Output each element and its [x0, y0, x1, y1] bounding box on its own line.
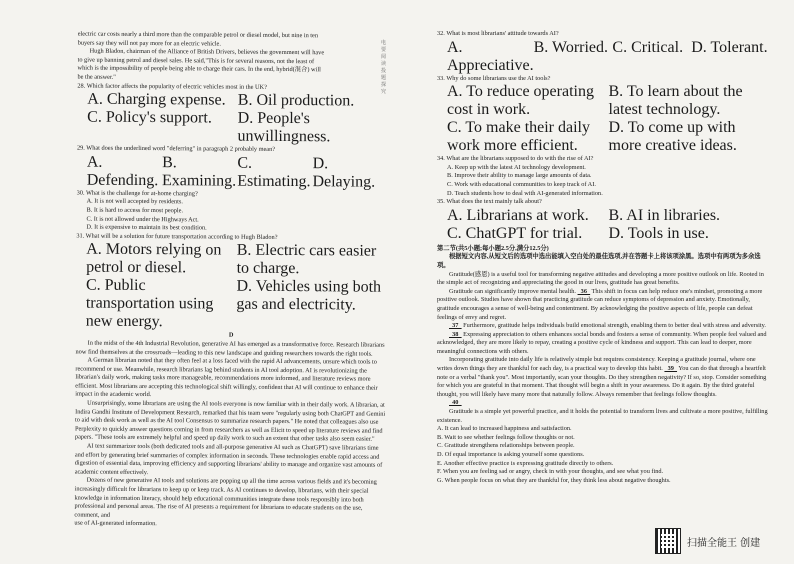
option-line: C. Gratitude strengthens relationships between people. — [437, 442, 575, 450]
passage-paragraph — [437, 356, 770, 399]
answer-option: A. To reduce operating cost in work. — [447, 83, 594, 119]
passage-paragraph — [437, 322, 770, 331]
gutter-char: 读 — [381, 62, 387, 67]
answer-option: A. Motors relying on petrol or diesel. — [86, 240, 222, 277]
passage-paragraph: Unsurprisingly, some librarians are using the AI tools everyone is now familiar with in their daily work. A librarian, at Indira Gandhi Institute of Development Research, remarked that his team were "regularly using both ChatGPT and Gemini to aid with desk work as well as the AI tool Consensus to summarize research papers." He noted that colleagues also use Perplexity to quickly answer questions coming in from researchers as well as Elicit to speed up literature reviews and find papers. "These tools are extremely helpful and speed up daily work to such an extent that other tasks also seem easier." — [74, 399, 386, 444]
answer-option: B. Worried. — [533, 38, 609, 56]
answer-option: C. To make their daily work more efficient. — [447, 119, 590, 155]
answer-option: B. Oil production. — [237, 91, 355, 110]
answer-option: B. AI in libraries. — [608, 206, 721, 224]
blank-number: 40 — [449, 399, 462, 407]
question-stem: 28. Which factor affects the popularity of electric vehicles most in the UK? — [77, 82, 267, 91]
paragraph-text: Furthermore, gratitude helps individuals build emotional strength, enabling them to better deal with stress and adversity. — [461, 322, 766, 330]
gutter-char: 探 — [381, 83, 387, 88]
passage-line: to give up banning petrol and diesel sales. He said,"This is for several reasons, not the least of — [77, 56, 315, 65]
answer-option: D. It is expensive to maintain its best condition. — [86, 223, 207, 232]
section-instructions: 根据短文内容,从短文后的选项中选出能填入空白处的最佳选项,并在答题卡上将该项涂黑。选项中有两项为多余选项。 — [437, 253, 761, 269]
option-row — [437, 119, 770, 155]
answer-option: A. Charging expense. — [87, 90, 226, 109]
section-letter: D — [228, 331, 234, 339]
passage-paragraph: In the midst of the 4th Industrial Revolution, generative AI has emerged as a transformative force. Research librarians now find themselves at the crossroads—leading to this new landscape and guiding researchers towards the right tools. — [75, 339, 385, 358]
passage-line: Hugh Bladon, chairman of the Alliance of British Drivers, believes the government will have — [89, 47, 325, 57]
answer-option: A. It is not well accepted by residents. — [86, 197, 183, 206]
answer-option: D. Tools in use. — [608, 224, 709, 242]
gutter-char: 投 — [381, 69, 387, 74]
answer-option: D. Vehicles using both gas and electricity. — [236, 277, 382, 314]
answer-option: C. ChatGPT for trial. — [447, 224, 583, 242]
option-line: D. Of equal importance is asking yourself some questions. — [437, 451, 585, 458]
passage-paragraph — [437, 399, 770, 408]
blank-number: 39 — [664, 365, 678, 373]
answer-option: C. Policy's support. — [87, 108, 212, 127]
answer-option: C. It is not allowed under the Highways Act. — [86, 215, 199, 223]
blank-number: 37 — [449, 322, 462, 330]
qr-code-icon — [655, 528, 681, 554]
answer-option: D. Tolerant. — [691, 38, 768, 56]
paragraph-text: Gratitude can significantly improve mental health. — [449, 287, 578, 295]
passage-line: be the answer." — [77, 73, 116, 81]
answer-option: B. Improve their ability to manage large amounts of data. — [447, 172, 592, 180]
answer-option: B. It is hard to access for most people. — [86, 206, 184, 215]
passage-paragraph: Dozens of new generative AI tools and solutions are popping up all the time across various fields and it's becoming increasingly difficult for librarians to keep up or keep track. As AI continues to develop, librarians, with their special knowledge in information literacy, should help educational communities integrate these tools responsibly into both professional and personal areas. The rise of AI presents a requirement for librarians to educate students on the use, comment, and — [74, 477, 377, 519]
option-line: A. It can lead to increased happiness and satisfaction. — [437, 425, 572, 433]
gratitude-passage — [437, 271, 770, 426]
gutter-char: 要 — [381, 48, 387, 53]
passage-paragraph — [437, 408, 770, 425]
questions-32-35 — [437, 30, 770, 243]
passage-paragraph — [437, 271, 770, 288]
question-stem: 30. What is the challenge for at-home charging? — [76, 189, 198, 198]
question-stem: 29. What does the underlined word "deferring" in paragraph 2 probably mean? — [76, 144, 276, 154]
question-stem: 32. What is most librarians' attitude towards AI? — [437, 30, 559, 37]
passage-d — [74, 339, 386, 530]
answer-option: B. Electric cars easier to charge. — [236, 241, 377, 278]
gutter-char: 题 — [381, 76, 387, 81]
paragraph-text: You can do that through a heartfelt note or a verbal "thank you". Most importantly, scan your thoughts. Do they strengthen negativity? If so, stop. Consider something for which you are grateful in that moment. That thought will begin a shift in your awareness. Do it again. By the third grateful thought, you will likely have many more that naturally follow. Always remember that feelings follow thoughts. — [437, 365, 767, 398]
option-row — [437, 207, 770, 225]
answer-option: D. To come up with more creative ideas. — [608, 119, 737, 155]
option-row — [77, 109, 388, 147]
paragraph-text: Incorporating gratitude into daily life is relatively simple but requires consistency. Keeping a gratitude journal, where one writes down things they are thankful for each day, is a practical way to develop this habit. — [437, 356, 756, 373]
questions-28-31 — [76, 82, 389, 333]
scanner-watermark — [655, 528, 760, 554]
passage-paragraph: use of AI-generated information. — [74, 519, 157, 528]
question-stem: 35. What does the text mainly talk about? — [437, 198, 542, 206]
answer-option: C. Public transportation using new energy. — [85, 276, 214, 331]
blank-number: 38 — [449, 330, 462, 338]
option-row — [437, 83, 770, 119]
passage-paragraph — [437, 288, 770, 322]
answer-options — [437, 425, 770, 485]
passage-paragraph: AI text summarizer tools (both dedicated tools and all-purpose generative AI such as ChatGPT) save librarians time and effort by generating brief summaries of complex information in seconds. These technologies enable rapid access and digestion of essential data, improving efficiency and supporting librarians' ability to manage and organize vast amounts of academic content effectively. — [74, 442, 383, 476]
question-stem: 33. Why do some librarians use the AI tools? — [437, 74, 551, 82]
answer-option: D. Teach students how to deal with AI-generated information. — [447, 189, 603, 197]
option-line: F. When you are feeling sad or angry, check in with your thoughts, and see what you find. — [437, 468, 664, 476]
paragraph-text: Gratitude(感恩) is a useful tool for transforming negative attitudes and developing a more positive outlook on life. Rooted in the simple act of recognizing and appreciating the good in our lives, gratitude has great benefits. — [437, 270, 764, 287]
gutter-char: 究 — [381, 90, 387, 95]
option-row — [76, 241, 387, 279]
answer-option: D. People's unwillingness. — [237, 109, 331, 146]
option-line: E. Another effective practice is expressing gratitude directly to others. — [437, 459, 614, 467]
right-column — [397, 0, 794, 561]
passage-line: buyers say they will not pay more for an electric vehicle. — [77, 39, 221, 48]
blank-number: 36 — [577, 287, 591, 295]
passage-paragraph: A German librarian noted that they often feel at a loss faced with the rapid AI advancements, unsure which tools to recommend or use. Meanwhile, research librarians lag behind students in AI tool adoption. AI is revolutionizing the librarian's daily work, making tasks more manageable, recommendations more informed, and literature reviews more efficient. Most librarians are accepting this technological shift willingly, confident that AI will continue to enhance their impact in the academic world. — [75, 356, 378, 399]
gutter-char: 阅 — [381, 55, 387, 60]
option-row — [77, 91, 388, 111]
option-line: B. Wait to see whether feelings follow thoughts or not. — [437, 433, 575, 441]
option-row — [76, 277, 387, 333]
answer-option: C. Critical. — [612, 38, 684, 56]
answer-option: B. Examining. — [161, 153, 237, 190]
passage-c-ending — [77, 31, 388, 85]
answer-option: C. Estimating. — [237, 154, 311, 190]
paragraph-text: Gratitude is a simple yet powerful practice, and it holds the potential to transform lives and cultivate a more positive, fulfilling existence. — [437, 408, 768, 424]
passage-line: electric car costs nearly a third more than the comparable petrol or diesel model, but nine in ten — [77, 30, 319, 40]
section-title: 第二节(共5小题;每小题2.5分,满分12.5分) — [437, 244, 549, 252]
option-row — [437, 39, 770, 75]
scanner-brand: 扫描全能王 创建 — [687, 537, 761, 549]
answer-option: A. Keep up with the latest AI technology development. — [447, 163, 586, 171]
answer-option: A. Defending. — [86, 153, 159, 189]
paragraph-text: This shift in focus can help reduce one's mindset, promoting a more positive outlook. Studies have shown that practicing gratitude can reduce symptoms of depression and anxiety. Emotionally, gratitude encourages a sense of well-being and contentment. By acknowledging the positive aspects of life, people can defeat feelings of envy and regret. — [437, 287, 763, 321]
option-row — [77, 153, 388, 191]
question-stem: 31. What will be a solution for future transportation according to Hugh Bladon? — [76, 232, 278, 241]
answer-option: A. Librarians at work. — [447, 206, 589, 224]
answer-option: B. To learn about the latest technology. — [608, 83, 743, 119]
passage-paragraph — [437, 331, 770, 357]
answer-option: D. Delaying. — [312, 154, 376, 191]
paragraph-text: Expressing appreciation to others enhances social bonds and fosters a sense of community. When people feel valued and acknowledged, they are more likely to repay, creating a positive cycle of kindness and support. This can lead to deeper, more meaningful connections with others. — [437, 330, 767, 355]
answer-option: C. Work with educational communities to keep track of AI. — [447, 180, 596, 188]
answer-option: A. Appreciative. — [447, 38, 534, 74]
option-line: G. When people focus on what they are thankful for, they think less about negative thoughts. — [437, 476, 671, 484]
gutter-char: 电 — [381, 41, 387, 46]
option-row — [437, 225, 770, 243]
question-stem: 34. What are the librarians supposed to do with the rise of AI? — [437, 155, 594, 163]
passage-line: which is the impossibility of people being able to charge their cars. In the end, hybrid(混合) will — [77, 64, 321, 74]
